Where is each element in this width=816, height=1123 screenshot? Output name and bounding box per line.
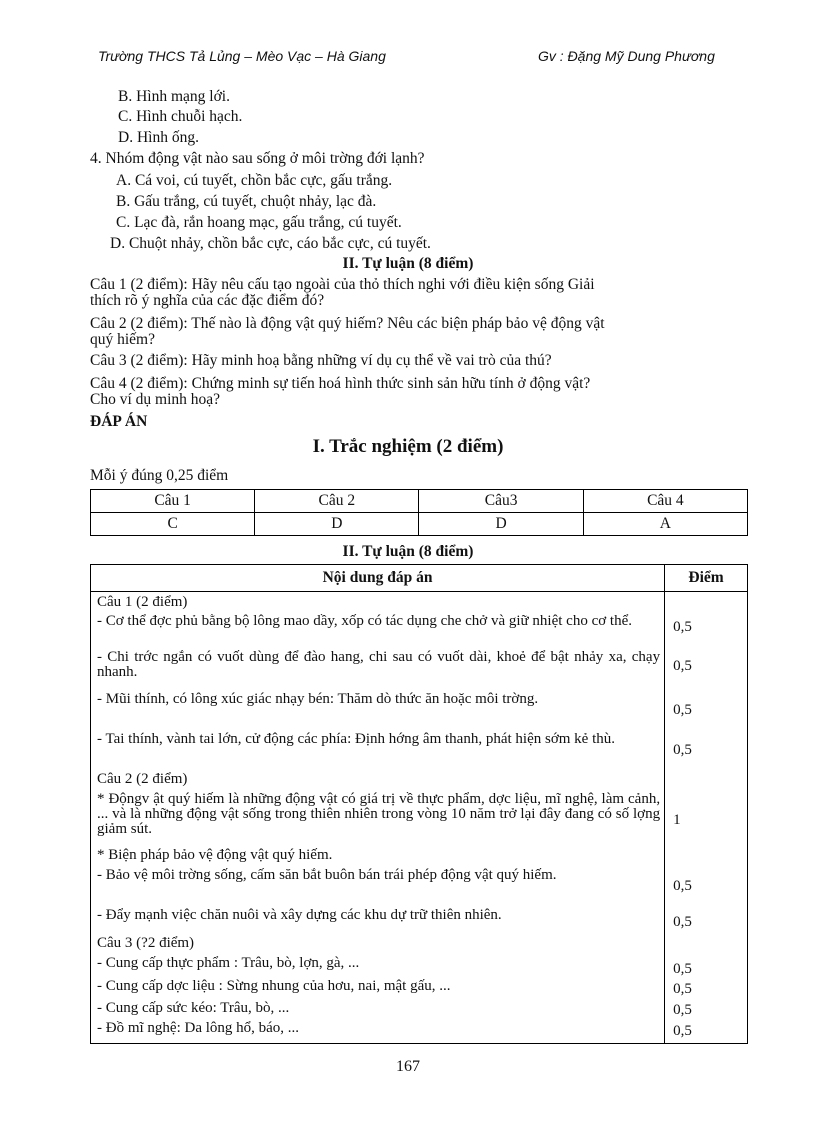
mc-header-cell: Câu 4 <box>583 490 747 513</box>
answer-content: Câu 2 (2 điểm) <box>91 772 665 792</box>
answer-content: - Đẩy mạnh việc chăn nuôi và xây dựng các khu dự trữ thiên nhiên. <box>91 908 665 936</box>
essay-answer-table <box>90 564 748 1044</box>
answer-content: - Cung cấp thực phẩm : Trâu, bò, lợn, gà, ... <box>91 956 665 979</box>
answer-score: 0,5 <box>665 1021 748 1044</box>
quiz-question: 4. Nhóm động vật nào sau sống ở môi trờng đới lạnh? <box>90 150 425 167</box>
quiz-option: C. Hình chuỗi hạch. <box>118 108 243 125</box>
answer-content: - Cung cấp sức kéo: Trâu, bò, ... <box>91 1001 665 1021</box>
answer-score: 0,5 <box>665 732 748 772</box>
answer-score <box>665 772 748 792</box>
quiz-option: B. Gấu trắng, cú tuyết, chuột nhảy, lạc đà. <box>116 193 377 210</box>
essay-question-line: Câu 3 (2 điểm): Hãy minh hoạ bằng những ví dụ cụ thể về vai trò của thú? <box>90 352 552 369</box>
essay-question-line: Câu 2 (2 điểm): Thế nào là động vật quý hiếm? Nêu các biện pháp bảo vệ động vật <box>90 315 605 332</box>
answer-content: * Biện pháp bảo vệ động vật quý hiếm. <box>91 848 665 868</box>
answer-content: - Bảo vệ môi trờng sống, cấm săn bắt buôn bán trái phép động vật quý hiếm. <box>91 868 665 908</box>
quiz-option: C. Lạc đà, rắn hoang mạc, gấu trắng, cú tuyết. <box>116 214 402 231</box>
header-school: Trường THCS Tả Lủng – Mèo Vạc – Hà Giang <box>98 48 386 64</box>
essay-question-line: thích rõ ý nghĩa của các đặc điểm đó? <box>90 292 325 309</box>
answer-content: * Độngv ật quý hiếm là những động vật có giá trị về thực phẩm, dợc liệu, mĩ nghệ, làm cảnh, ... và là những động vật sống trong thiên nhiên trong vòng 10 năm trở lại đây đang có số lợng giảm sút. <box>91 792 665 848</box>
quiz-option: B. Hình mạng lới. <box>118 88 230 105</box>
essay-question-line: quý hiếm? <box>90 331 155 348</box>
mc-note: Mỗi ý đúng 0,25 điểm <box>90 467 229 484</box>
answer-content: - Cơ thể đợc phủ bằng bộ lông mao dầy, xốp có tác dụng che chở và giữ nhiệt cho cơ thể. <box>91 614 665 650</box>
header-content: Nội dung đáp án <box>91 565 665 592</box>
answer-score: 0,5 <box>665 868 748 908</box>
answer-score: 1 <box>665 792 748 848</box>
answer-content: - Cung cấp dợc liệu : Sừng nhung của hơu, nai, mật gấu, ... <box>91 979 665 1001</box>
answer-score: 0,5 <box>665 1001 748 1021</box>
mc-header-cell: Câu 2 <box>255 490 419 513</box>
header-teacher: Gv : Đặng Mỹ Dung Phương <box>538 48 715 64</box>
essay-question-line: Câu 1 (2 điểm): Hãy nêu cấu tạo ngoài của thỏ thích nghi với điều kiện sống Giải <box>90 276 595 293</box>
answer-score <box>665 848 748 868</box>
essay-section-title: II. Tự luận (8 điểm) <box>342 255 474 272</box>
mc-answer-cell: C <box>91 513 255 536</box>
answer-content: Câu 3 (?2 điểm) <box>91 936 665 956</box>
answer-content: Câu 1 (2 điểm) <box>91 592 665 615</box>
essay-question-line: Cho ví dụ minh hoạ? <box>90 391 221 408</box>
header-score: Điểm <box>665 565 748 592</box>
answer-score: 0,5 <box>665 692 748 732</box>
answer-score: 0,5 <box>665 614 748 650</box>
mc-title: I. Trắc nghiệm (2 điểm) <box>312 436 504 457</box>
answer-score: 0,5 <box>665 979 748 1001</box>
mc-answer-table <box>90 489 748 536</box>
quiz-option: D. Hình ống. <box>118 129 199 146</box>
answer-content: - Đồ mĩ nghệ: Da lông hổ, báo, ... <box>91 1021 665 1044</box>
answer-score <box>665 592 748 615</box>
answer-score: 0,5 <box>665 908 748 936</box>
essay-table-title: II. Tự luận (8 điểm) <box>342 543 474 560</box>
answer-content: - Tai thính, vành tai lớn, cử động các phía: Định hớng âm thanh, phát hiện sớm kẻ thù. <box>91 732 665 772</box>
answer-score: 0,5 <box>665 650 748 692</box>
mc-header-cell: Câu3 <box>419 490 583 513</box>
page-number: 167 <box>396 1058 420 1075</box>
quiz-option: D. Chuột nhảy, chồn bắc cực, cáo bắc cực, cú tuyết. <box>110 235 431 252</box>
answer-heading: ĐÁP ÁN <box>90 413 148 430</box>
quiz-option: A. Cá voi, cú tuyết, chồn bắc cực, gấu trắng. <box>116 172 393 189</box>
answer-score <box>665 936 748 956</box>
answer-score: 0,5 <box>665 956 748 979</box>
answer-content: - Chi trớc ngắn có vuốt dùng để đào hang, chi sau có vuốt dài, khoẻ để bật nhảy xa, chạy nhanh. <box>91 650 665 692</box>
mc-answer-cell: A <box>583 513 747 536</box>
answer-content: - Mũi thính, có lông xúc giác nhạy bén: Thăm dò thức ăn hoặc môi trờng. <box>91 692 665 732</box>
mc-answer-cell: D <box>255 513 419 536</box>
mc-answer-cell: D <box>419 513 583 536</box>
mc-header-cell: Câu 1 <box>91 490 255 513</box>
essay-question-line: Câu 4 (2 điểm): Chứng minh sự tiến hoá hình thức sinh sản hữu tính ở động vật? <box>90 375 591 392</box>
